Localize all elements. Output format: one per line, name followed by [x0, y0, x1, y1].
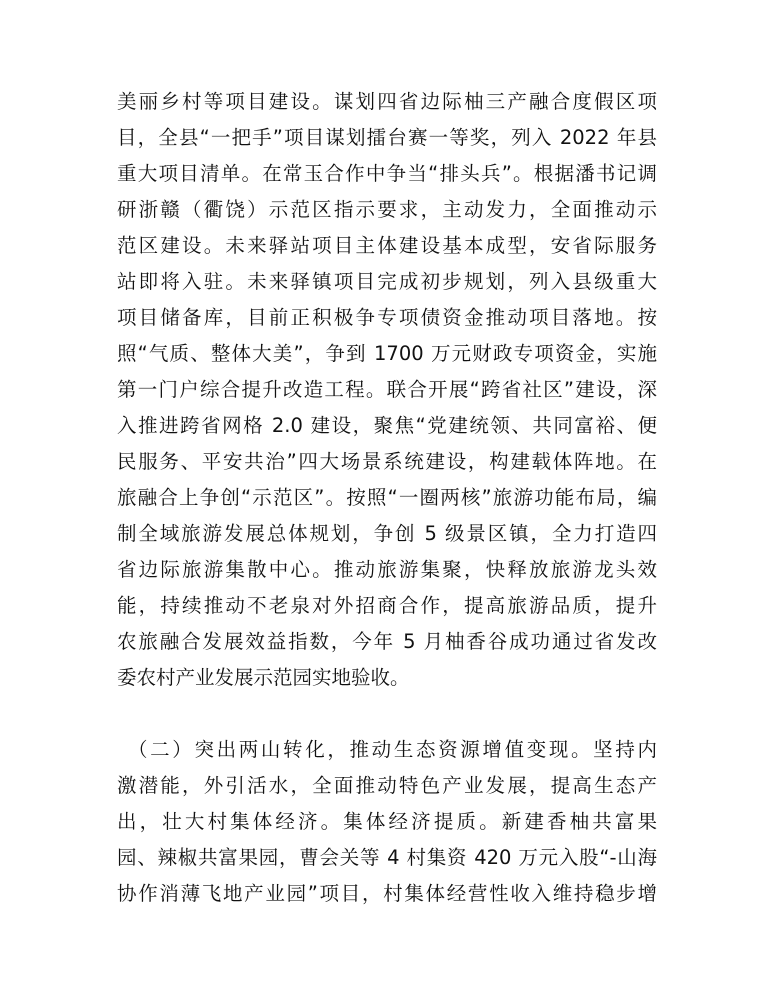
text-line: 目，全县“一把手”项目谋划擂台赛一等奖，列入 2022 年县: [117, 126, 657, 149]
text-line: 能，持续推动不老泉对外招商合作，提高旅游品质，提升: [117, 594, 657, 617]
section-heading-line: （二）突出两山转化，推动生态资源增值变现。坚持内: [128, 738, 657, 761]
text-line: 入推进跨省网格 2.0 建设，聚焦“党建统领、共同富裕、便: [117, 414, 657, 437]
text-line: 重大项目清单。在常玉合作中争当“排头兵”。根据潘书记调: [117, 162, 657, 185]
text-line: 省边际旅游集散中心。推动旅游集聚，快释放旅游龙头效: [117, 558, 657, 581]
text-line: 协作消薄飞地产业园”项目，村集体经营性收入维持稳步增: [117, 882, 657, 905]
text-line: 民服务、平安共治”四大场景系统建设，构建载体阵地。在: [117, 450, 657, 473]
text-line: 范区建设。未来驿站项目主体建设基本成型，安省际服务: [117, 234, 657, 257]
paragraph-2: [117, 732, 657, 912]
text-line: 美丽乡村等项目建设。谋划四省边际柚三产融合度假区项: [117, 90, 657, 113]
text-line: 激潜能，外引活水，全面推动特色产业发展，提高生态产: [117, 774, 657, 797]
text-line: 出，壮大村集体经济。集体经济提质。新建香柚共富果: [117, 810, 657, 833]
text-line: 照“气质、整体大美”，争到 1700 万元财政专项资金，实施: [117, 342, 657, 365]
text-line: 农旅融合发展效益指数，今年 5 月柚香谷成功通过省发改: [117, 630, 657, 653]
text-line: 第一门户综合提升改造工程。联合开展“跨省社区”建设，深: [117, 378, 657, 401]
text-line: 委农村产业发展示范园实地验收。: [117, 666, 410, 689]
text-line: 园、辣椒共富果园，曹会关等 4 村集资 420 万元入股“-山海: [117, 846, 657, 869]
text-line: 旅融合上争创“示范区”。按照“一圈两核”旅游功能布局，编: [117, 486, 657, 509]
text-line: 项目储备库，目前正积极争专项债资金推动项目落地。按: [117, 306, 657, 329]
text-line: 研浙赣（衢饶）示范区指示要求，主动发力，全面推动示: [117, 198, 657, 221]
text-line: 制全域旅游发展总体规划，争创 5 级景区镇，全力打造四: [117, 522, 657, 545]
paragraph-1: [117, 84, 657, 696]
text-line: 站即将入驻。未来驿镇项目完成初步规划，列入县级重大: [117, 270, 657, 293]
